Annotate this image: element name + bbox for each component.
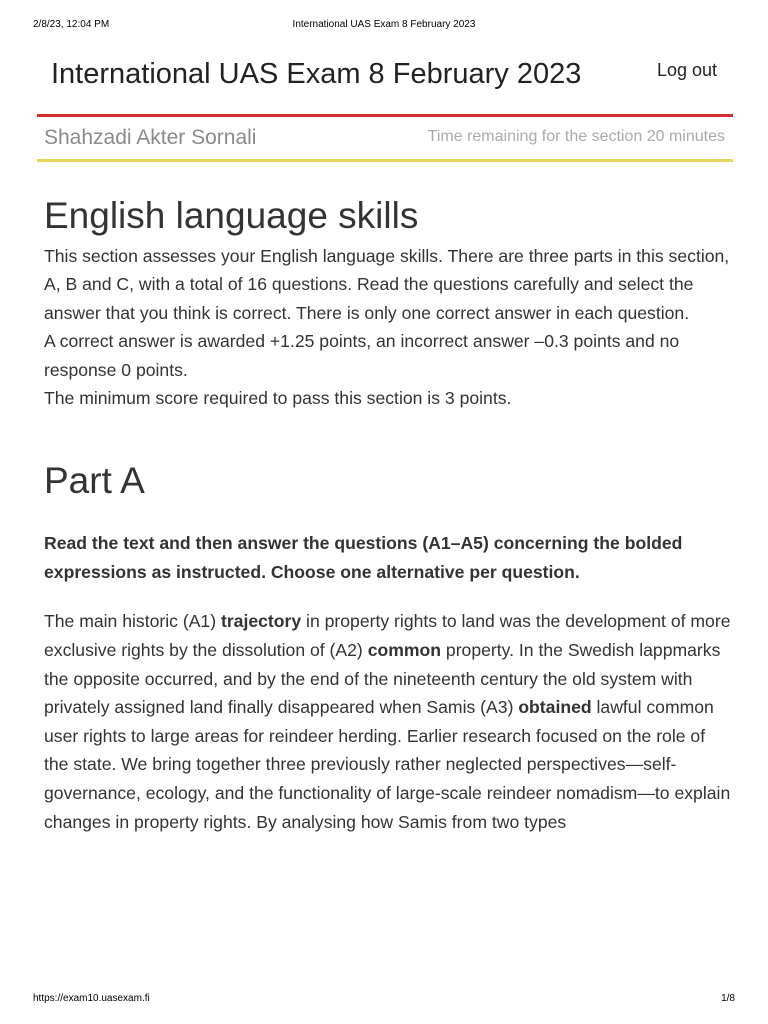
logout-link[interactable]: Log out (656, 60, 717, 80)
print-page-number: 1/8 (721, 993, 735, 1004)
time-remaining: Time remaining for the section 20 minutes (427, 128, 725, 145)
print-page-title: International UAS Exam 8 February 2023 (292, 19, 476, 30)
passage-text: lawful common user rights to large areas for reindeer herding. Earlier research focused on the role of the state. We bring together three previously rather neglected perspectives—self-governance, ecology, and the functionality of large-scale reindeer nomadism—to explain changes in property rights. By analysing how Samis from two types (44, 697, 731, 832)
section-title: English language skills (44, 195, 419, 236)
header-divider (37, 114, 733, 117)
exam-title: International UAS Exam 8 February 2023 (51, 58, 582, 90)
part-a-instructions: Read the text and then answer the questions (A1–A5) concerning the bolded expressions as instructed. Choose one alternative per question. (44, 533, 683, 583)
section-intro: This section assesses your English language skills. There are three parts in this section, A, B and C, with a total of 16 questions. Read the questions carefully and select the answer that you think is correct. There is only one correct answer in each question. (44, 246, 730, 323)
bolded-expression-a3: obtained (518, 697, 592, 718)
passage-text: The main historic (A1) (44, 611, 221, 632)
print-datetime: 2/8/23, 12:04 PM (33, 19, 110, 30)
passage-text: in property rights to land was the development of more exclusive rights by the dissolution of (A2) (44, 611, 731, 661)
section-content (44, 190, 734, 836)
print-url: https://exam10.uasexam.fi (33, 993, 150, 1004)
print-footer (33, 993, 735, 1007)
print-header (33, 19, 735, 33)
bolded-expression-a2: common (367, 640, 442, 661)
minimum-score: The minimum score required to pass this section is 3 points. (44, 388, 512, 409)
bolded-expression-a1: trajectory (220, 611, 302, 632)
passage-text: property. In the Swedish lappmarks the opposite occurred, and by the end of the nineteenth century the old system with privately assigned land finally disappeared when Samis (A3) (44, 640, 721, 718)
part-a-title: Part A (44, 460, 145, 502)
reading-passage (44, 607, 734, 836)
candidate-name: Shahzadi Akter Sornali (44, 126, 257, 149)
scoring-rules: A correct answer is awarded +1.25 points, an incorrect answer –0.3 points and no response 0 points. (44, 331, 680, 380)
subheader-divider (37, 159, 733, 162)
